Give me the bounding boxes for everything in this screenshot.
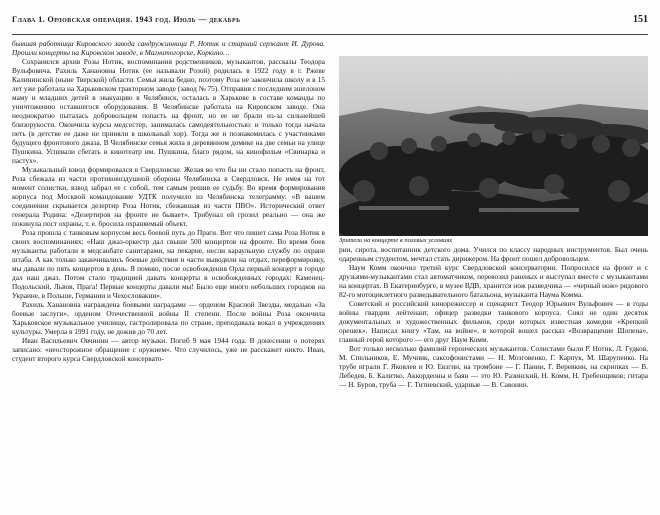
running-header (12, 4, 648, 35)
paragraph: Музыкальный взвод формировался в Свердловске. Желая во что бы ни стало попасть на фронт, Роза сбежала из части противовоздушной обороны Челябинска в Свердловск. Не имея на тот момент солистки, взвод забрал ее с собой, тем самым решив ее судьбу. Во время формирования корпуса под Москвой командование УДТК получило из Челябинска телеграмму: «В вашем соединении скрывается дезертир Роза Нотик, сбежавшая из части ПВО». Исторический ответ генерала Родина: «Дезертиров на фронте не бывает». Трибунал ей грозил реально — она же покинула пост охраны, т. е. бросила охраняемый объект. (12, 165, 325, 228)
paragraph: Наум Комм окончил третий курс Свердловской консерватории. Попросился на фронт и с друзьями-музыкантами стал автоматчиком, перевозил раненых и выступал вместе с музыкантами на концертах. В Екатеринбурге, в музее ВДВ, хранится нож разведчика — «черный нож» рядового 82-го мотоциклетного разведывательного батальона, музыканта Наума Комма. (339, 263, 648, 299)
paragraph: Иван Васильевич Овчинин — автор музыки. Погиб 9 мая 1944 года. В донесении о потерях записано: «неосторожное обращение с оружием». Что случилось, уже не расскажет никто. Иван, студент второго курса Свердловской консервато- (12, 336, 325, 363)
photo-caption: Зрители на концерте в полевых условиях (339, 237, 453, 244)
paragraph: Роза прошла с танковым корпусом весь боевой путь до Праги. Вот что пишет сама Роза Нотик в своих воспоминаниях: «Наш джаз-оркестр дал свыше 500 концертов на фронте. Во время боев музыканты работали в медсанбате санитарами, на пекарне, несли караульную службу по охране штаба. А как только заканчивались боевые действия и части выводили на отдых, переформировку, мы давали по пять концертов в день. Я помню, после освобождения Орла первый концерт в городе дал наш джаз. Потом стало традицией давать концерты в освобожденных городах: Каменец-Подольский, Львов, Прага! Первые концерты давали мы! Было еще много небольших городков на Украине, в Польше, Германии и Чехословакии». (12, 228, 325, 300)
left-column (12, 39, 325, 363)
paragraph: Советский и российский кинорежиссер и сценарист Теодор Юрьевич Вульфович — в годы войны гвардии лейтенант, офицер разведки танкового корпуса. Снял не один десяток документальных и художественных фильмов, среди которых известная комедия «Крепкий орешек». Написал книгу «Там, на войне», в которой вошел рассказ «Возвращение Шопена», главный герой которого — его друг Наум Комм. (339, 299, 648, 344)
paragraph: Сохранился архив Розы Нотик, воспоминания родственников, музыкантов, рассказы Теодора Вульфовича. Рахиль Ханановна Нотик (ее называли Розой) родилась в 1922 году в г. Ржеве Калининской (ныне Тверской) области. Семья жила бедно, поэтому Роза не закончила школу и в 15 лет уже работала на Харьковском тракторном заводе (завод № 75). Отправив с последним эшелоном маму и младших детей в эвакуацию в Челябинск, осталась в Харькове в составе команды по уничтожению оставшегося оборудования. В Челябинске работала на Кировском заводе. Она неоднократно пыталась добровольцем попасть на фронт, но ее не брали из-за сильнейшей близорукости. Окончила курсы медсестер, занималась самодеятельностью: и только тогда начала петь (в детстве ее даже не приняли в школьный хор). Тогда же и познакомилась с участниками будущего фронтового джаза. В Челябинске семья жила в деревянном домике на две семьи на улице Пушкина. Успевали сбегать в кинотеатр им. Пушкина, благо рядом, на кинофильм «Свинарка и пастух». (12, 57, 325, 165)
concert-audience-photo (339, 56, 648, 236)
paragraph: Рахиль Ханановна награждена боевыми наградами — орденом Красной Звезды, медалью «За боевые заслуги», орденом Отечественной войны II степени. После войны Роза окончила Харьковское музыкальное училище, гастролировала по стране, преподавала вокал в учреждениях культуры. Умерла в 1991 году, не дожив до 70 лет. (12, 300, 325, 336)
chapter-title: Глава 1. Орловская операция. 1943 год. Июль — декабрь (12, 14, 241, 24)
photo-illustration (339, 56, 648, 236)
page-number: 151 (633, 13, 648, 25)
intro-caption: бывшая работница Кировского завода сандружинница Р. Нотик и старший сержант И. Дурова. Прошли концерты на Кировском заводе, в Магнитогорске, Коркино… (12, 39, 325, 57)
right-column (339, 245, 648, 389)
paragraph: Вот только несколько фамилий героических музыкантов. Солистами были Р. Нотик, Л. Гудков, М. Спельников, Е. Мучник, саксофонистами — Н. Мозговенко, Г. Карпук, М. Шарупенко. На трубе играли Г. Яковлев и Ю. Евзгин, на тромбоне — Г. Панин, Г. Веревкин, на скрипках — В. Лебедев, Б. Калитко. Аккордеоны и баян — это Ю. Разинский, Н. Комм, Н. Гребенщиков; гитара — Н. Буров, труба — Г. Титиевский, ударные — В. Савонин. (339, 344, 648, 389)
paragraph: рии, сирота, воспитанник детского дома. Учился по классу народных инструментов. Был очень одаренным студентом, мечтал стать дирижером. На фронт пошел добровольцем. (339, 245, 648, 263)
